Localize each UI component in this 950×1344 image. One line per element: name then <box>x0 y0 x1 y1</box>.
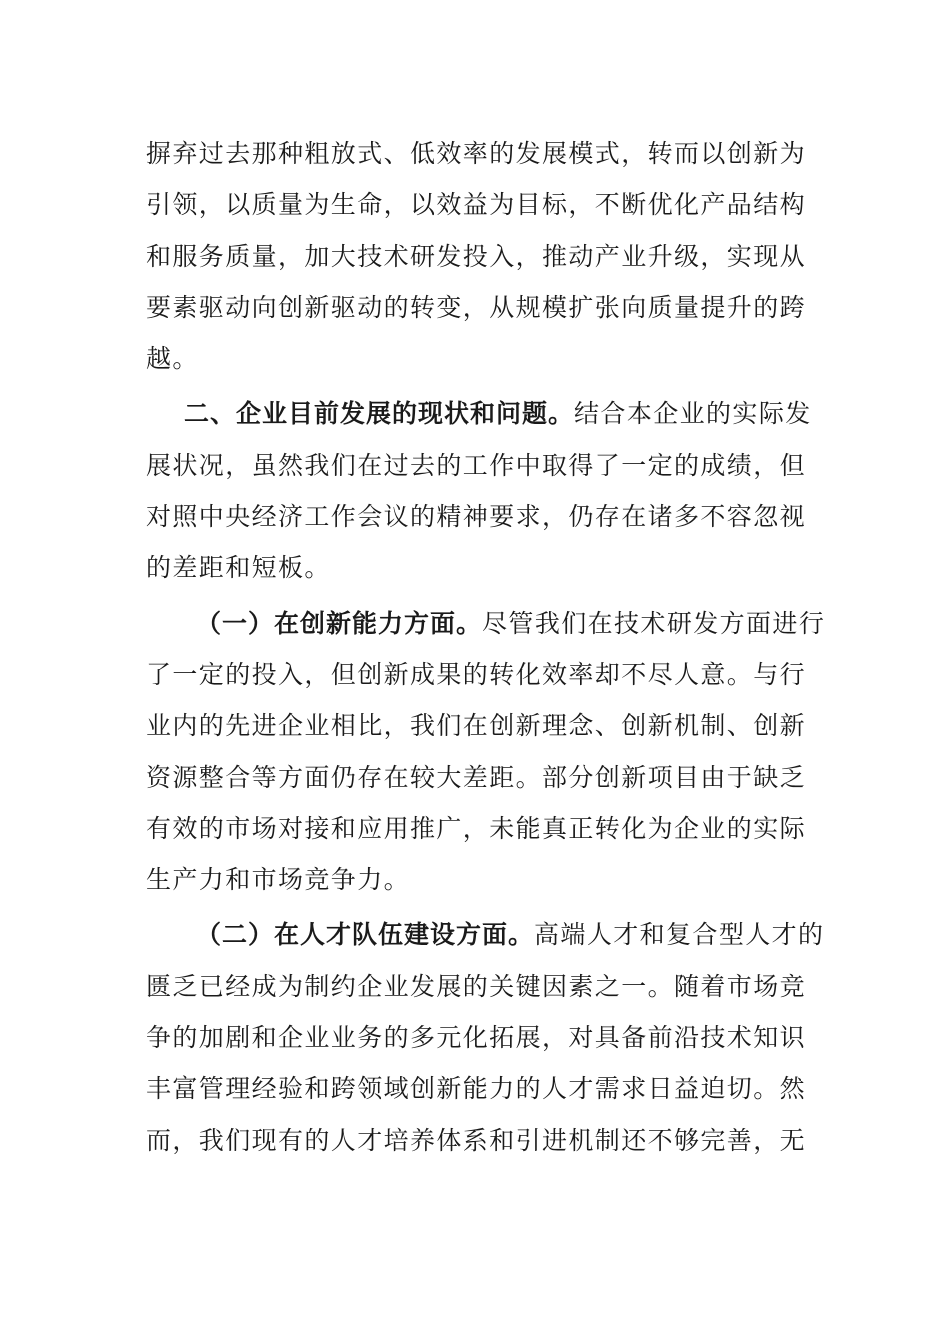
paragraph-line: 生产力和市场竞争力。 <box>146 865 411 895</box>
paragraph-line: 有效的市场对接和应用推广，未能真正转化为企业的实际 <box>146 813 807 843</box>
document-body <box>146 128 826 1166</box>
paragraph-line: 展状况，虽然我们在过去的工作中取得了一定的成绩，但 <box>146 450 807 480</box>
paragraph-first-line <box>146 598 826 649</box>
paragraph-line: 的差距和短板。 <box>146 553 331 583</box>
paragraph-text: 高端人才和复合型人才的 <box>534 920 825 950</box>
paragraph-4 <box>146 909 825 1165</box>
paragraph-line: 和服务质量，加大技术研发投入，推动产业升级，实现从 <box>146 241 807 271</box>
paragraph-line: 了一定的投入，但创新成果的转化效率却不尽人意。与行 <box>146 659 807 689</box>
paragraph-line: 匮乏已经成为制约企业发展的关键因素之一。随着市场竞 <box>146 971 807 1001</box>
paragraph-line: 而，我们现有的人才培养体系和引进机制还不够完善，无 <box>146 1125 807 1155</box>
paragraph-line: 对照中央经济工作会议的精神要求，仍存在诸多不容忽视 <box>146 502 807 532</box>
paragraph-line: 业内的先进企业相比，我们在创新理念、创新机制、创新 <box>146 711 807 741</box>
paragraph-line: 丰富管理经验和跨领域创新能力的人才需求日益迫切。然 <box>146 1074 807 1104</box>
paragraph-line: 摒弃过去那种粗放式、低效率的发展模式，转而以创新为 <box>146 139 807 168</box>
paragraph-line: 争的加剧和企业业务的多元化拓展，对具备前沿技术知识 <box>146 1023 807 1053</box>
paragraph-line: 要素驱动向创新驱动的转变，从规模扩张向质量提升的跨 <box>146 292 807 322</box>
paragraph-line: 资源整合等方面仍存在较大差距。部分创新项目由于缺乏 <box>146 762 807 792</box>
paragraph-1 <box>146 128 806 384</box>
subsection-heading: （二）在人才队伍建设方面。 <box>196 920 535 950</box>
paragraph-line: 越。 <box>146 344 199 374</box>
paragraph-text: 结合本企业的实际发 <box>574 399 812 429</box>
paragraph-first-line <box>146 388 812 439</box>
section-heading: 二、企业目前发展的现状和问题。 <box>184 399 575 429</box>
subsection-heading: （一）在创新能力方面。 <box>196 608 483 638</box>
paragraph-first-line <box>146 909 825 960</box>
paragraph-3 <box>146 598 826 906</box>
paragraph-text: 尽管我们在技术研发方面进行 <box>482 608 826 638</box>
paragraph-line: 引领，以质量为生命，以效益为目标，不断优化产品结构 <box>146 190 807 220</box>
paragraph-2 <box>146 388 812 593</box>
